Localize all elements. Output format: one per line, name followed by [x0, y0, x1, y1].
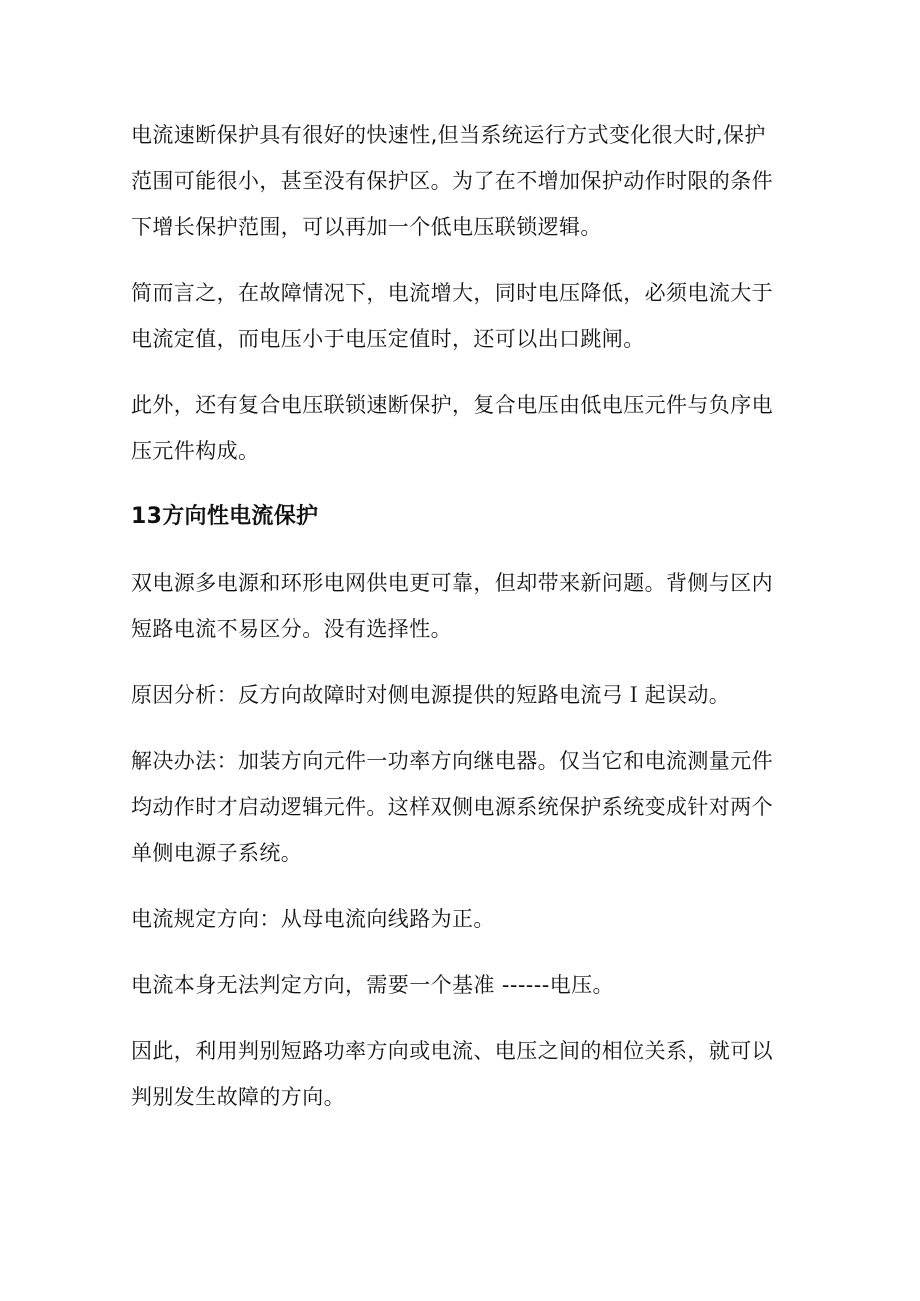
paragraph-cause-analysis — [131, 672, 791, 718]
paragraph-current-direction — [131, 896, 791, 942]
text-line: 电流规定方向：从母电流向线路为正。 — [131, 907, 495, 931]
section-heading: 13方向性电流保护 — [131, 504, 319, 529]
text-line: 双电源多电源和环形电网供电更可靠，但却带来新问题。背侧与区内 — [131, 571, 773, 595]
text-line: 电流速断保护具有很好的快速性,但当系统运行方式变化很大时,保护 — [131, 123, 766, 147]
paragraph-voltage-interlock — [131, 112, 791, 250]
text-line: 均动作时才启动逻辑元件。这样双侧电源系统保护系统变成针对两个 — [131, 795, 773, 819]
text-line: 压元件构成。 — [131, 439, 260, 463]
text-line: 此外，还有复合电压联锁速断保护，复合电压由低电压元件与负序电 — [131, 393, 773, 417]
paragraph-composite-voltage — [131, 382, 791, 474]
text-line: 判别发生故障的方向。 — [131, 1085, 345, 1109]
text-line: 电流本身无法判定方向，需要一个基准 ------电压。 — [131, 973, 614, 997]
text-line: 短路电流不易区分。没有选择性。 — [131, 617, 452, 641]
paragraph-conclusion — [131, 1028, 791, 1120]
text-line: 因此，利用判别短路功率方向或电流、电压之间的相位关系，就可以 — [131, 1039, 773, 1063]
paragraph-dual-source — [131, 560, 791, 652]
paragraph-solution — [131, 738, 791, 876]
text-line: 原因分析：反方向故障时对侧电源提供的短路电流弓Ｉ起误动。 — [131, 683, 731, 707]
paragraph-reference-voltage — [131, 962, 791, 1008]
text-line: 解决办法：加装方向元件一功率方向继电器。仅当它和电流测量元件 — [131, 749, 773, 773]
paragraph-summary — [131, 270, 791, 362]
document-body — [131, 112, 791, 1140]
text-line: 下增长保护范围，可以再加一个低电压联锁逻辑。 — [131, 215, 602, 239]
text-line: 电流定值，而电压小于电压定值时，还可以出口跳闸。 — [131, 327, 645, 351]
text-line: 单侧电源子系统。 — [131, 841, 303, 865]
text-line: 范围可能很小，甚至没有保护区。为了在不增加保护动作时限的条件 — [131, 169, 773, 193]
text-line: 简而言之，在故障情况下，电流增大，同时电压降低，必须电流大于 — [131, 281, 773, 305]
